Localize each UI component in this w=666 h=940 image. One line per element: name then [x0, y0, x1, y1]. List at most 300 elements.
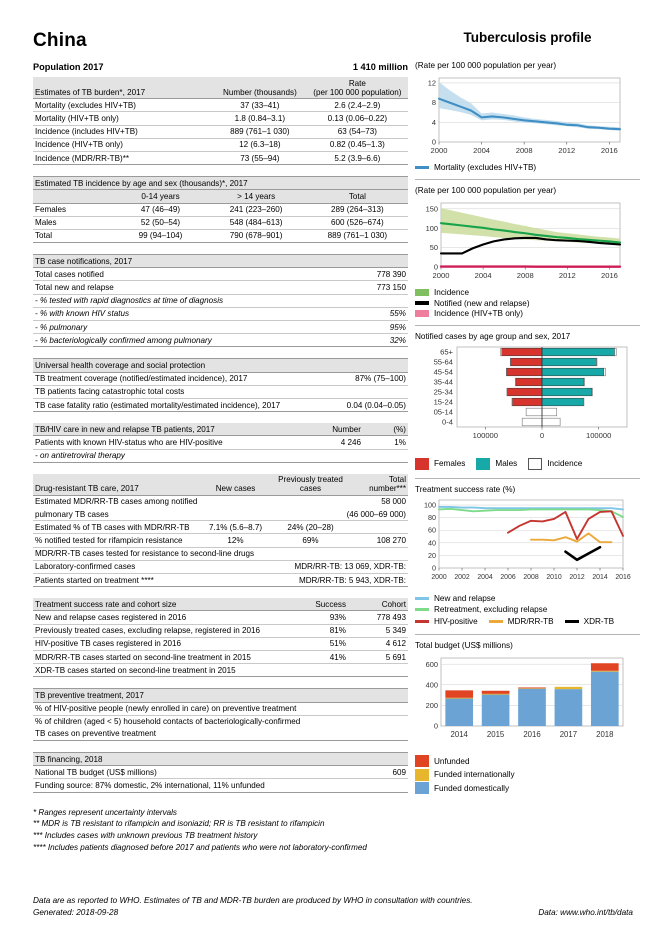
xdr-swatch — [565, 620, 579, 623]
mortality-chart-block — [415, 61, 640, 172]
drtb-col-total-l1: Total — [388, 475, 406, 485]
svg-text:200: 200 — [425, 700, 438, 710]
row-label: Laboratory-confirmed cases — [33, 560, 273, 573]
row-value — [307, 385, 408, 398]
section-header — [33, 255, 408, 268]
row-pct — [363, 449, 408, 462]
mortality-line-swatch — [415, 166, 429, 169]
agesex-title: Estimated TB incidence by age and sex (thousands)*, 2017 — [33, 177, 408, 190]
row-label: % of HIV-positive people (newly enrolled in care) on preventive treatment — [33, 702, 356, 715]
hiv-incidence-swatch — [415, 310, 429, 317]
row-number: 73 (55–94) — [213, 151, 307, 164]
row-value — [356, 702, 409, 715]
financing-title: TB financing, 2018 — [33, 753, 408, 766]
burden-title: Estimates of TB burden*, 2017 — [33, 77, 213, 99]
row-label: XDR-TB cases started on second-line treatment in 2015 — [33, 664, 296, 677]
legend-item — [528, 458, 582, 470]
incidence-outline-swatch — [528, 458, 542, 470]
table-row — [33, 508, 408, 521]
drtb-col-new: New cases — [198, 474, 273, 496]
legend-label: Females — [434, 459, 466, 468]
table-row — [33, 398, 408, 411]
row-label: Patients started on treatment **** — [33, 574, 273, 587]
row-label: Mortality (excludes HIV+TB) — [33, 99, 213, 112]
row-label: MDR/RR-TB cases tested for resistance to second-line drugs — [33, 547, 408, 560]
row-new: 12% — [198, 534, 273, 547]
row-label: Incidence (MDR/RR-TB)** — [33, 151, 213, 164]
tbhiv-title: TB/HIV care in new and relapse TB patients, 2017 — [33, 423, 303, 436]
treatment-success-chart — [415, 496, 640, 591]
svg-text:2008: 2008 — [523, 574, 539, 581]
treatment-success-legend — [415, 594, 640, 627]
row-rate: 0.82 (0.45–1.3) — [307, 138, 408, 151]
table-header-row — [33, 190, 408, 203]
table-header-row — [33, 77, 408, 99]
legend-item — [476, 458, 517, 470]
svg-text:2004: 2004 — [477, 574, 493, 581]
legend-label: Retreatment, excluding relapse — [434, 604, 548, 614]
row-gt14: 241 (223–260) — [206, 203, 307, 216]
new-relapse-swatch — [415, 597, 429, 600]
row-label: - % with known HIV status — [33, 307, 326, 320]
row-value — [363, 779, 408, 792]
row-label: % of children (aged < 5) household contacts of bacteriologically-confirmed — [35, 717, 301, 727]
row-label: TB case fatality ratio (estimated mortality/estimated incidence), 2017 — [33, 398, 307, 411]
legend-label: Incidence — [434, 288, 470, 297]
svg-text:2000: 2000 — [430, 146, 448, 155]
footer-line1: Data are as reported to WHO. Estimates of TB and MDR-TB burden are produced by WHO in consultation with countries. — [33, 896, 473, 905]
legend-label: Mortality (excludes HIV+TB) — [434, 163, 537, 172]
legend-row-inline — [415, 615, 640, 627]
table-row — [33, 534, 408, 547]
table-row — [33, 321, 408, 334]
table-row — [33, 574, 408, 587]
table-row — [33, 436, 408, 449]
row-label: - % bacteriologically confirmed among pulmonary — [33, 334, 326, 347]
svg-text:0: 0 — [431, 137, 436, 147]
tb-hiv-table — [33, 423, 408, 463]
case-notifications-table — [33, 254, 408, 347]
svg-text:0: 0 — [539, 431, 545, 440]
generated-date: Generated: 2018-09-28 — [33, 908, 119, 918]
agesex-col-gt14: > 14 years — [206, 190, 307, 203]
budget-chart-block — [415, 641, 640, 794]
incidence-legend — [415, 288, 640, 318]
svg-text:2016: 2016 — [600, 146, 618, 155]
page-title: China — [33, 30, 87, 51]
legend-item — [415, 769, 640, 781]
row-new: 7.1% (5.6–8.7) — [198, 521, 273, 534]
row-label: Total cases notified — [33, 268, 326, 281]
row-cohort: 4 612 — [348, 637, 408, 650]
legend-label: Funded domestically — [434, 783, 510, 793]
uhc-title: Universal health coverage and social protection — [33, 359, 408, 372]
mortality-chart-caption: (Rate per 100 000 population per year) — [415, 61, 557, 70]
table-row — [33, 766, 408, 779]
svg-text:80: 80 — [428, 513, 436, 523]
svg-text:2015: 2015 — [486, 730, 505, 739]
row-total: 600 (526–674) — [307, 216, 408, 229]
table-header-row — [33, 474, 408, 496]
row-label: Females — [33, 203, 116, 216]
legend-item — [415, 617, 478, 626]
svg-text:12: 12 — [427, 78, 436, 88]
agesex-col-blank — [33, 190, 116, 203]
mortality-legend — [415, 163, 640, 172]
burden-col-rate-l1: Rate — [348, 78, 366, 88]
table-row — [33, 203, 408, 216]
success-col-success: Success — [296, 598, 349, 611]
legend-label: Incidence — [547, 459, 583, 468]
budget-legend — [415, 755, 640, 794]
population-row — [33, 62, 408, 72]
svg-text:20: 20 — [428, 550, 436, 560]
row-gt14: 548 (484–613) — [206, 216, 307, 229]
table-row — [33, 728, 408, 741]
row-total: 889 (761–1 030) — [307, 229, 408, 242]
drtb-col-prev-l1: Previously treated — [278, 475, 343, 485]
row-number: 12 (6.3–18) — [213, 138, 307, 151]
svg-text:150: 150 — [425, 204, 438, 214]
table-header-row — [33, 598, 408, 611]
row-label: pulmonary TB cases — [33, 508, 273, 521]
svg-text:2004: 2004 — [474, 271, 492, 280]
burden-col-rate — [307, 77, 408, 99]
row-label: Incidence (includes HIV+TB) — [33, 125, 213, 138]
row-label: MDR/RR-TB cases started on second-line treatment in 2015 — [33, 650, 296, 663]
section-header — [33, 177, 408, 190]
age-sex-legend — [415, 456, 640, 471]
table-row — [33, 372, 408, 385]
svg-text:2012: 2012 — [558, 271, 576, 280]
section-header — [33, 689, 408, 702]
table-row — [33, 307, 408, 320]
row-cohort: 5 349 — [348, 624, 408, 637]
row-label: Previously treated cases, excluding relapse, registered in 2016 — [33, 624, 296, 637]
incidence-chart-block — [415, 186, 640, 318]
divider — [415, 179, 640, 180]
row-label: Estimated MDR/RR-TB cases among notified — [35, 497, 198, 507]
row-label: Mortality (HIV+TB only) — [33, 112, 213, 125]
row-total: 289 (264–313) — [307, 203, 408, 216]
budget-chart — [415, 652, 640, 752]
row-value: (46 000–69 000) — [273, 508, 408, 521]
right-column — [415, 30, 640, 799]
row-total — [348, 521, 408, 534]
success-title: Treatment success rate and cohort size — [33, 598, 296, 611]
legend-item — [489, 617, 554, 626]
svg-text:0: 0 — [432, 563, 436, 573]
funded-dom-swatch — [415, 782, 429, 794]
drtb-col-total-l2: number*** — [369, 484, 406, 494]
footer-line2 — [33, 907, 633, 919]
footer — [33, 895, 633, 920]
row-label: New and relapse cases registered in 2016 — [33, 611, 296, 624]
tbhiv-col-number: Number — [303, 423, 363, 436]
table-row — [33, 495, 408, 508]
row-number: 1.8 (0.84–3.1) — [213, 112, 307, 125]
svg-text:8: 8 — [431, 98, 436, 108]
row-label: TB cases on preventive treatment — [33, 728, 356, 741]
row-label: % notified tested for rifampicin resistance — [33, 534, 198, 547]
table-row — [33, 216, 408, 229]
svg-text:100: 100 — [425, 223, 438, 233]
legend-item — [415, 309, 640, 318]
legend-item — [565, 617, 614, 626]
row-value — [356, 728, 409, 741]
mdr-rr-swatch — [489, 620, 503, 623]
row-label: TB patients facing catastrophic total costs — [33, 385, 307, 398]
row-label: Incidence (HIV+TB only) — [33, 138, 213, 151]
svg-text:2012: 2012 — [569, 574, 585, 581]
row-success: 51% — [296, 637, 349, 650]
mortality-chart — [415, 72, 640, 160]
table-header-row — [33, 423, 408, 436]
legend-label: Unfunded — [434, 756, 470, 766]
svg-text:2010: 2010 — [546, 574, 562, 581]
table-row — [33, 138, 408, 151]
row-label: Total new and relapse — [33, 281, 326, 294]
incidence-chart — [415, 197, 640, 285]
row-label: Males — [33, 216, 116, 229]
table-row — [33, 229, 408, 242]
table-row — [33, 268, 408, 281]
row-0-14: 99 (94–104) — [116, 229, 206, 242]
svg-text:2017: 2017 — [559, 730, 578, 739]
table-row — [33, 715, 408, 728]
treatment-success-table — [33, 598, 408, 677]
legend-label: Funded internationally — [434, 770, 515, 779]
table-row — [33, 125, 408, 138]
svg-text:2000: 2000 — [431, 574, 447, 581]
footnote-4: **** Includes patients diagnosed before 2017 and patients who were not laboratory-confirmed — [33, 842, 367, 852]
tbhiv-col-pct: (%) — [363, 423, 408, 436]
svg-text:400: 400 — [425, 680, 438, 690]
row-number: 37 (33–41) — [213, 99, 307, 112]
notified-swatch — [415, 301, 429, 305]
row-value: 609 — [363, 766, 408, 779]
row-cohort — [348, 664, 408, 677]
agesex-col-0-14: 0-14 years — [116, 190, 206, 203]
svg-text:40: 40 — [428, 538, 436, 548]
divider — [415, 325, 640, 326]
row-value: MDR/RR-TB: 13 069, XDR-TB: — [273, 560, 408, 573]
svg-text:100000: 100000 — [585, 431, 612, 440]
females-swatch — [415, 458, 429, 470]
notifications-title: TB case notifications, 2017 — [33, 255, 408, 268]
preventive-title: TB preventive treatment, 2017 — [33, 689, 408, 702]
svg-text:2016: 2016 — [523, 730, 541, 739]
table-row — [33, 294, 408, 307]
row-number: 889 (761–1 030) — [213, 125, 307, 138]
legend-item — [415, 605, 640, 614]
table-row — [33, 650, 408, 663]
age-sex-chart-title: Notified cases by age group and sex, 2017 — [415, 332, 571, 341]
legend-label: Males — [495, 459, 518, 468]
section-header — [33, 359, 408, 372]
table-row — [33, 547, 408, 560]
agesex-col-total: Total — [307, 190, 408, 203]
legend-item — [415, 782, 640, 794]
svg-text:15-24: 15-24 — [433, 397, 453, 407]
row-cohort: 778 493 — [348, 611, 408, 624]
svg-text:2008: 2008 — [515, 146, 533, 155]
footnotes — [33, 807, 408, 854]
legend-label: XDR-TB — [583, 616, 615, 626]
svg-text:0: 0 — [433, 721, 438, 731]
table-row — [33, 560, 408, 573]
svg-text:60: 60 — [428, 525, 436, 535]
row-value: MDR/RR-TB: 5 943, XDR-TB: — [273, 574, 408, 587]
svg-text:55-64: 55-64 — [433, 357, 453, 367]
svg-text:50: 50 — [429, 243, 438, 253]
legend-item — [415, 594, 640, 603]
drtb-col-total — [348, 474, 408, 496]
row-prev: 69% — [273, 534, 348, 547]
row-value: 95% — [326, 321, 409, 334]
population-label: Population 2017 — [33, 62, 104, 72]
svg-text:05-14: 05-14 — [433, 407, 453, 417]
row-success: 81% — [296, 624, 349, 637]
table-row — [33, 624, 408, 637]
drtb-title: Drug-resistant TB care, 2017 — [33, 474, 198, 496]
unfunded-swatch — [415, 755, 429, 767]
svg-text:65+: 65+ — [440, 347, 453, 357]
svg-text:2002: 2002 — [454, 574, 470, 581]
row-label: Patients with known HIV-status who are HIV-positive — [33, 436, 303, 449]
row-number: 4 246 — [303, 436, 363, 449]
svg-text:2008: 2008 — [516, 271, 534, 280]
row-gt14: 790 (678–901) — [206, 229, 307, 242]
financing-table — [33, 752, 408, 793]
footnote-1: * Ranges represent uncertainty intervals — [33, 807, 177, 817]
treatment-success-chart-title: Treatment success rate (%) — [415, 485, 516, 494]
burden-col-rate-l2: (per 100 000 population) — [313, 87, 402, 97]
table-row — [33, 112, 408, 125]
age-sex-pyramid — [415, 343, 640, 453]
funded-intl-swatch — [415, 769, 429, 781]
legend-item — [415, 288, 640, 297]
row-rate: 63 (54–73) — [307, 125, 408, 138]
legend-label: Notified (new and relapse) — [434, 298, 530, 308]
table-row — [33, 611, 408, 624]
row-success: 41% — [296, 650, 349, 663]
success-col-cohort: Cohort — [348, 598, 408, 611]
row-value: 55% — [326, 307, 409, 320]
svg-text:2006: 2006 — [500, 574, 516, 581]
footnote-2: ** MDR is TB resistant to rifampicin and isoniazid; RR is TB resistant to rifampicin — [33, 819, 325, 829]
row-value — [356, 715, 409, 728]
profile-title: Tuberculosis profile — [463, 30, 592, 45]
row-prev: 24% (20–28) — [273, 521, 348, 534]
row-success: 93% — [296, 611, 349, 624]
incidence-age-sex-table — [33, 176, 408, 243]
row-pct: 1% — [363, 436, 408, 449]
svg-text:2014: 2014 — [450, 730, 468, 739]
population-value: 1 410 million — [352, 62, 408, 72]
males-swatch — [476, 458, 490, 470]
svg-text:600: 600 — [425, 659, 438, 669]
legend-item — [415, 458, 465, 470]
row-value: 778 390 — [326, 268, 409, 281]
legend-label: Incidence (HIV+TB only) — [434, 309, 523, 318]
svg-text:2012: 2012 — [558, 146, 576, 155]
row-total: 108 270 — [348, 534, 408, 547]
divider — [415, 634, 640, 635]
table-row — [33, 151, 408, 164]
tb-burden-table — [33, 77, 408, 165]
hiv-positive-swatch — [415, 620, 429, 623]
table-row — [33, 779, 408, 792]
table-row — [33, 334, 408, 347]
drtb-col-prev — [273, 474, 348, 496]
svg-text:2018: 2018 — [596, 730, 614, 739]
svg-text:2016: 2016 — [615, 574, 631, 581]
row-rate: 0.13 (0.06–0.22) — [307, 112, 408, 125]
row-0-14: 47 (46–49) — [116, 203, 206, 216]
table-row — [33, 637, 408, 650]
preventive-treatment-table — [33, 688, 408, 741]
table-row — [33, 521, 408, 534]
retreatment-swatch — [415, 608, 429, 611]
legend-item — [415, 163, 640, 172]
svg-text:100: 100 — [424, 500, 436, 510]
row-value: 58 000 — [381, 497, 406, 507]
row-label: - % tested with rapid diagnostics at time of diagnosis — [33, 294, 326, 307]
row-label: - % pulmonary — [33, 321, 326, 334]
row-success — [296, 664, 349, 677]
incidence-chart-caption: (Rate per 100 000 population per year) — [415, 186, 557, 195]
row-number — [303, 449, 363, 462]
table-row — [33, 281, 408, 294]
uhc-table — [33, 358, 408, 412]
drug-resistant-tb-table — [33, 474, 408, 588]
svg-text:35-44: 35-44 — [433, 377, 453, 387]
svg-text:2004: 2004 — [473, 146, 491, 155]
row-value: 773 150 — [326, 281, 409, 294]
svg-text:25-34: 25-34 — [433, 387, 453, 397]
svg-text:2014: 2014 — [592, 574, 608, 581]
svg-text:45-54: 45-54 — [433, 367, 453, 377]
legend-item — [415, 755, 640, 767]
legend-label: HIV-positive — [434, 616, 478, 626]
svg-text:2016: 2016 — [601, 271, 618, 280]
svg-text:2000: 2000 — [432, 271, 450, 280]
legend-item — [415, 299, 640, 308]
svg-text:100000: 100000 — [472, 431, 499, 440]
age-sex-chart-block — [415, 332, 640, 471]
table-row — [33, 702, 408, 715]
row-label: National TB budget (US$ millions) — [33, 766, 363, 779]
row-label: Funding source: 87% domestic, 2% international, 11% unfunded — [33, 779, 363, 792]
table-row — [33, 664, 408, 677]
row-value: 0.04 (0.04–0.05) — [307, 398, 408, 411]
row-rate: 5.2 (3.9–6.6) — [307, 151, 408, 164]
row-rate: 2.6 (2.4–2.9) — [307, 99, 408, 112]
data-source: Data: www.who.int/tb/data — [538, 908, 633, 918]
svg-text:4: 4 — [431, 117, 436, 127]
divider — [415, 478, 640, 479]
row-value: 32% — [326, 334, 409, 347]
row-value: 87% (75–100) — [307, 372, 408, 385]
svg-text:0: 0 — [433, 262, 438, 272]
legend-label: New and relapse — [434, 594, 496, 603]
drtb-col-prev-l2: cases — [299, 484, 322, 494]
incidence-swatch — [415, 289, 429, 296]
row-label: Estimated % of TB cases with MDR/RR-TB — [33, 521, 198, 534]
left-column — [33, 30, 408, 854]
footnote-3: *** Includes cases with unknown previous TB treatment history — [33, 831, 258, 841]
